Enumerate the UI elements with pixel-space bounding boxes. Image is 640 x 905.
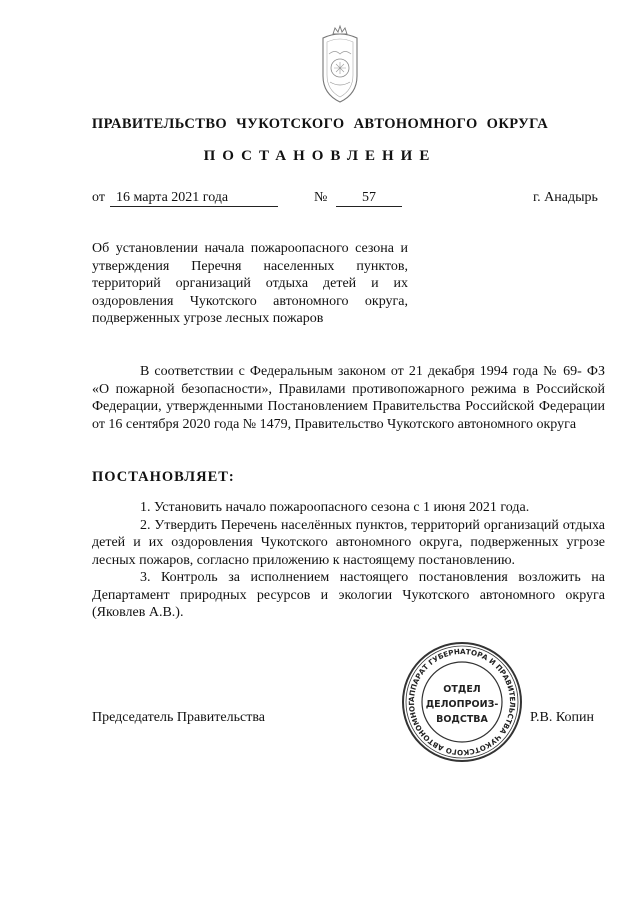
list-item: 3. Контроль за исполнением настоящего постановления возложить на Департамент природных ресурсов и экологии Чукотского автономного округа (Яковлев А.В.). bbox=[92, 570, 605, 620]
list-item: 2. Утвердить Перечень населённых пунктов, территорий организаций отдыха детей и их оздоровления Чукотского автономного округа, подверженных угрозе лесных пожаров, согласно приложению к настоящему постановлению. bbox=[92, 517, 605, 568]
resolution-items bbox=[92, 499, 605, 622]
preamble bbox=[92, 363, 605, 433]
stamp-line-1: ОТДЕЛ bbox=[443, 684, 481, 695]
stamp-line-2: ДЕЛОПРОИЗ- bbox=[425, 699, 499, 710]
number-field bbox=[336, 190, 402, 207]
stamp-ring-text: АППАРАТ ГУБЕРНАТОРА И ПРАВИТЕЛЬСТВА ЧУКОТСКОГО АВТОНОМНОГ bbox=[406, 646, 518, 758]
official-stamp bbox=[400, 640, 524, 764]
coat-of-arms-icon bbox=[303, 24, 377, 108]
date-prefix: от bbox=[92, 190, 105, 205]
signer-position: Председатель Правительства bbox=[92, 710, 265, 725]
government-title: ПРАВИТЕЛЬСТВО ЧУКОТСКОГО АВТОНОМНОГО ОКРУГА bbox=[91, 116, 549, 132]
document-date: 16 марта 2021 года bbox=[110, 190, 278, 207]
preamble-text: В соответствии с Федеральным законом от 21 декабря 1994 года № 69- ФЗ «О пожарной безопасности», Правилами противопожарного режима в Российской Федерации, утвержденными Постановлением Правительства Российской Федерации от 16 сентября 2020 года № 1479, Правительство Чукотского автономного округа bbox=[92, 364, 605, 432]
resolves-heading: ПОСТАНОВЛЯЕТ: bbox=[92, 469, 235, 485]
signer-name: Р.В. Копин bbox=[530, 710, 594, 725]
document-number: 57 bbox=[336, 190, 402, 207]
number-sign: № bbox=[314, 190, 328, 205]
city: г. Анадырь bbox=[533, 190, 598, 205]
stamp-line-3: ВОДСТВА bbox=[436, 714, 488, 725]
list-item: 1. Установить начало пожароопасного сезона с 1 июня 2021 года. bbox=[140, 500, 530, 515]
document-type: ПОСТАНОВЛЕНИЕ bbox=[203, 148, 437, 164]
document-subject: Об установлении начала пожароопасного сезона и утверждения Перечня населенных пунктов, территорий организаций отдыха детей и их оздоровления Чукотского автономного округа, подверженных угрозе лесных пожаров bbox=[92, 241, 408, 326]
date-field bbox=[110, 190, 278, 207]
